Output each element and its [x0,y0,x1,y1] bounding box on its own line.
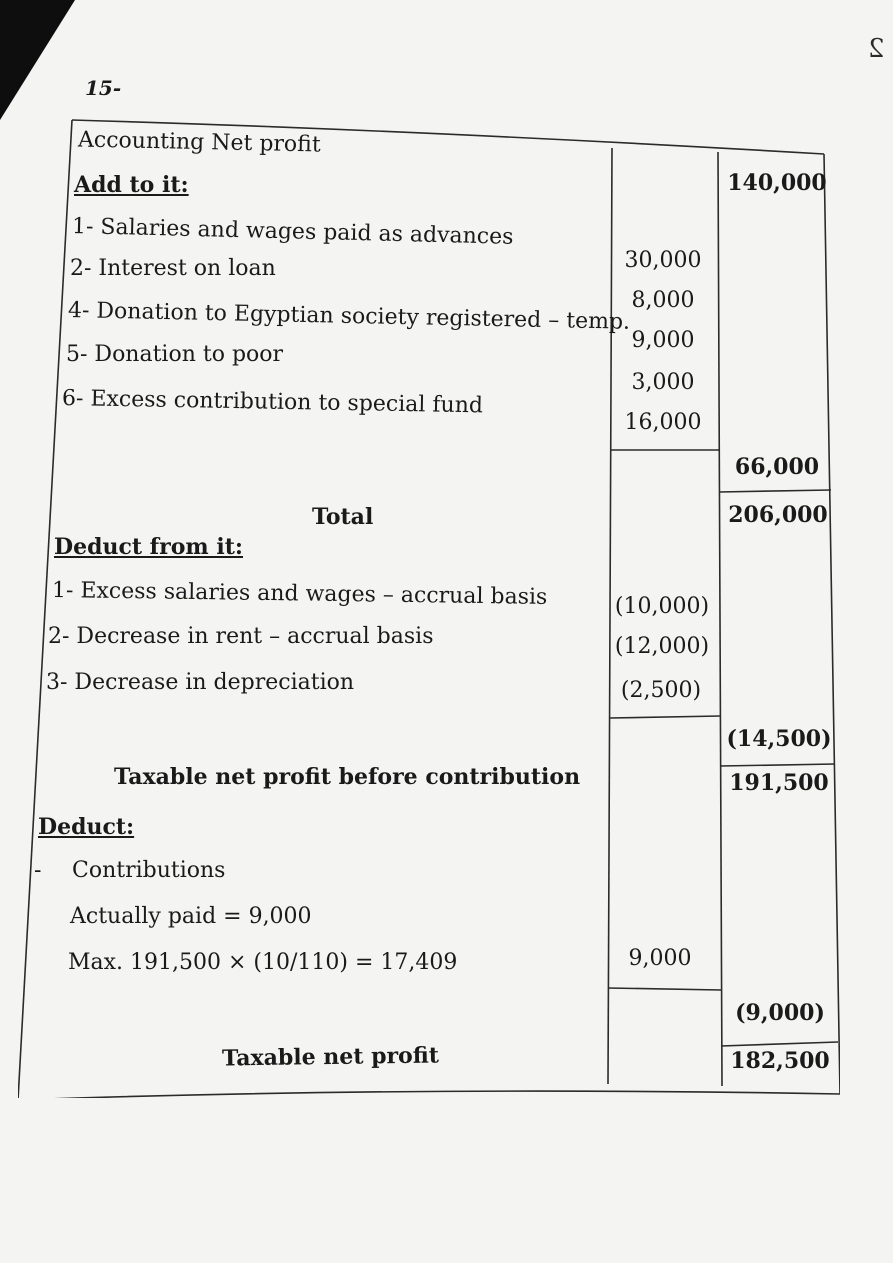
question-number: 15- [85,76,122,100]
add-to-it-heading: Add to it: [74,172,189,198]
final-rule [721,1042,838,1046]
table-bottom-border [18,1091,840,1098]
deduct-subtotal-amount: (14,500) [726,726,832,752]
contribution-amount: 9,000 [628,946,692,971]
table-right-border [824,154,840,1094]
before-contribution-label: Taxable net profit before contribution [114,764,581,790]
add-item-6-amount: 16,000 [624,410,702,435]
accounting-net-profit-label: Accounting Net profit [77,127,321,158]
deduct-item-3-amount: (2,500) [620,678,702,703]
add-subtotal-amount: 66,000 [734,454,820,480]
before-contribution-amount: 191,500 [729,770,829,796]
before-contribution-rule [720,764,835,766]
taxable-net-profit-label: Taxable net profit [221,1042,440,1072]
total-label: Total [312,504,374,530]
add-item-4-amount: 9,000 [631,328,695,353]
deduct-item-3-label: 3- Decrease in depreciation [46,670,355,695]
taxable-net-profit-amount: 182,500 [730,1048,830,1074]
add-item-5-amount: 3,000 [631,370,695,395]
deduct-item-2-label: 2- Decrease in rent – accrual basis [48,624,434,649]
total-rule [719,490,831,492]
add-item-4-label: 4- Donation to Egyptian society registered – temp. [67,298,631,335]
deduct-items-rule [609,716,720,718]
actually-paid-line: Actually paid = 9,000 [70,904,312,929]
total-amount: 206,000 [728,502,828,528]
table-left-border [18,120,72,1098]
add-item-2-label: 2- Interest on loan [70,256,276,281]
mid-column-right-line [718,152,722,1086]
deduct-from-it-heading: Deduct from it: [54,534,243,560]
add-item-2-amount: 8,000 [631,288,695,313]
tax-computation-table [18,118,840,1098]
contributions-label: Contributions [72,858,226,883]
max-contribution-formula: Max. 191,500 × (10/110) = 17,409 [68,950,458,975]
photo-corner-shadow [0,0,75,120]
deduct-item-1-label: 1- Excess salaries and wages – accrual basis [51,578,548,610]
contribution-bullet: - [34,858,42,883]
contribution-rule [608,988,721,990]
deduct-heading: Deduct: [38,814,135,840]
page-corner-mark: 2 [868,34,885,64]
add-item-1-amount: 30,000 [624,248,702,273]
accounting-net-profit-amount: 140,000 [727,170,827,196]
add-item-5-label: 5- Donation to poor [66,342,284,367]
add-item-6-label: 6- Excess contribution to special fund [61,386,484,419]
deduct-item-2-amount: (12,000) [614,634,710,659]
deduct-item-1-amount: (10,000) [614,594,710,619]
contribution-subtotal-amount: (9,000) [735,1000,825,1026]
add-item-1-label: 1- Salaries and wages paid as advances [71,214,514,250]
